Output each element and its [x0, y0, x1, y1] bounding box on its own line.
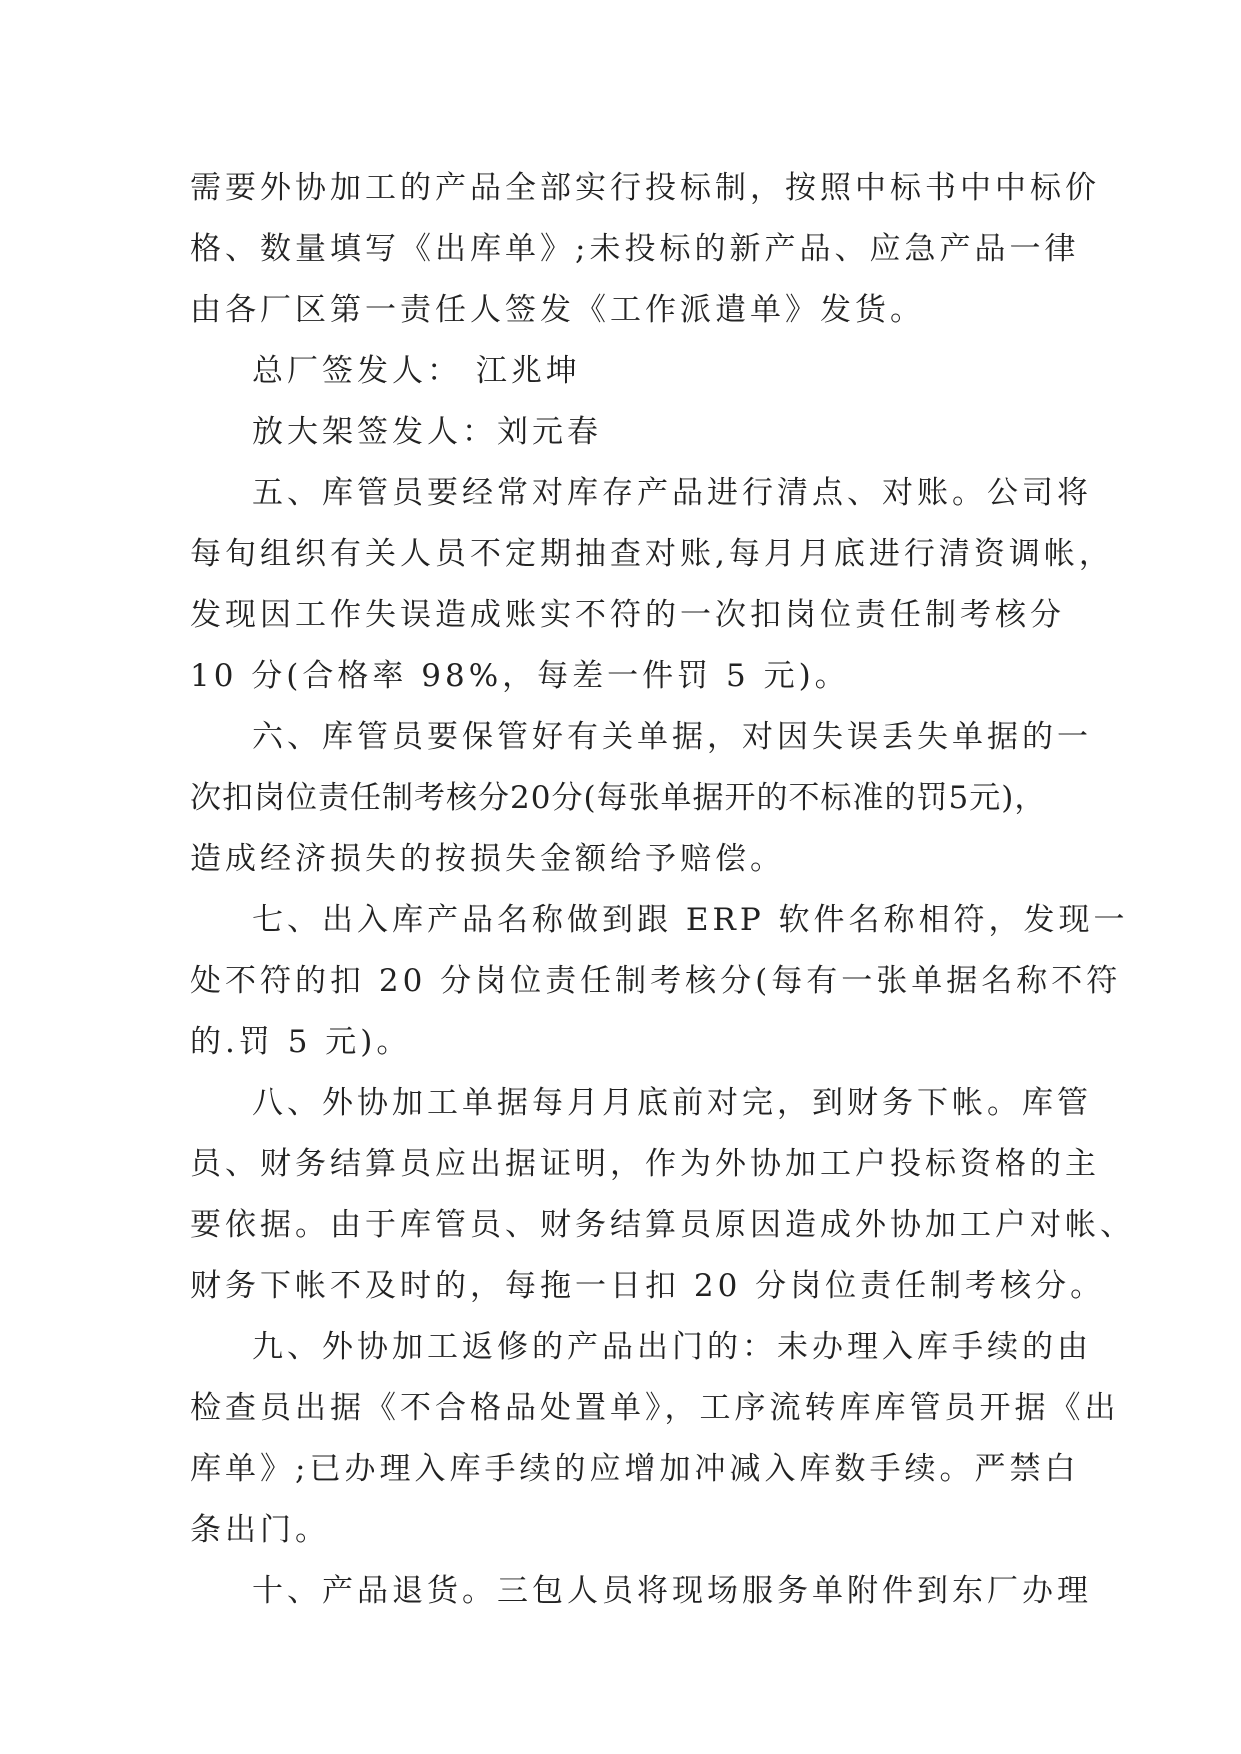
text-line: 10 分(合格率 98%，每差一件罚 5 元)。 — [190, 658, 850, 694]
text-line: 由各厂区第一责任人签发《工作派遣单》发货。 — [190, 292, 925, 328]
paragraph-8-reconciliation — [190, 1073, 1135, 1317]
paragraph-7-erp-naming — [190, 890, 1129, 1073]
text-line: 九、外协加工返修的产品出门的：未办理入库手续的由 — [252, 1329, 1092, 1365]
text-line: 发现因工作失误造成账实不符的一次扣岗位责任制考核分 — [190, 597, 1065, 633]
text-line: 员、财务结算员应出据证明，作为外协加工户投标资格的主 — [190, 1146, 1100, 1182]
paragraph-5-inventory-check — [190, 463, 1114, 707]
text-line: 每旬组织有关人员不定期抽查对账,每月月底进行清资调帐， — [190, 536, 1114, 572]
text-line: 需要外协加工的产品全部实行投标制，按照中标书中中标价 — [190, 170, 1100, 206]
signer-amplifier-frame: 放大架签发人：刘元春 — [252, 414, 602, 450]
text-line: 条出门。 — [190, 1512, 330, 1548]
paragraph-6-document-custody — [190, 707, 1092, 890]
text-line: 次扣岗位责任制考核分20分(每张单据开的不标准的罚5元)， — [190, 780, 1047, 816]
signer-head-factory: 总厂签发人： 江兆坤 — [252, 353, 581, 389]
text-line: 处不符的扣 20 分岗位责任制考核分(每有一张单据名称不符 — [190, 963, 1122, 999]
paragraph-10-product-return — [190, 1561, 1092, 1622]
paragraph-9-rework-exit — [190, 1317, 1120, 1561]
text-line: 财务下帐不及时的，每拖一日扣 20 分岗位责任制考核分。 — [190, 1268, 1106, 1304]
text-line: 五、库管员要经常对库存产品进行清点、对账。公司将 — [252, 475, 1092, 511]
text-line: 的.罚 5 元)。 — [190, 1024, 412, 1060]
paragraph-outsourcing-bidding — [190, 158, 1100, 341]
text-line: 七、出入库产品名称做到跟 ERP 软件名称相符，发现一 — [252, 902, 1129, 938]
text-line: 要依据。由于库管员、财务结算员原因造成外协加工户对帐、 — [190, 1207, 1135, 1243]
text-line: 检查员出据《不合格品处置单》，工序流转库库管员开据《出 — [190, 1390, 1120, 1426]
text-line: 八、外协加工单据每月月底前对完，到财务下帐。库管 — [252, 1085, 1092, 1121]
text-line: 格、数量填写《出库单》;未投标的新产品、应急产品一律 — [190, 231, 1080, 267]
document-body — [190, 158, 1135, 1622]
text-line: 造成经济损失的按损失金额给予赔偿。 — [190, 841, 785, 877]
text-line: 库单》;已办理入库手续的应增加冲减入库数手续。严禁白 — [190, 1451, 1080, 1487]
text-line: 十、产品退货。三包人员将现场服务单附件到东厂办理 — [252, 1573, 1092, 1609]
text-line: 六、库管员要保管好有关单据，对因失误丢失单据的一 — [252, 719, 1092, 755]
